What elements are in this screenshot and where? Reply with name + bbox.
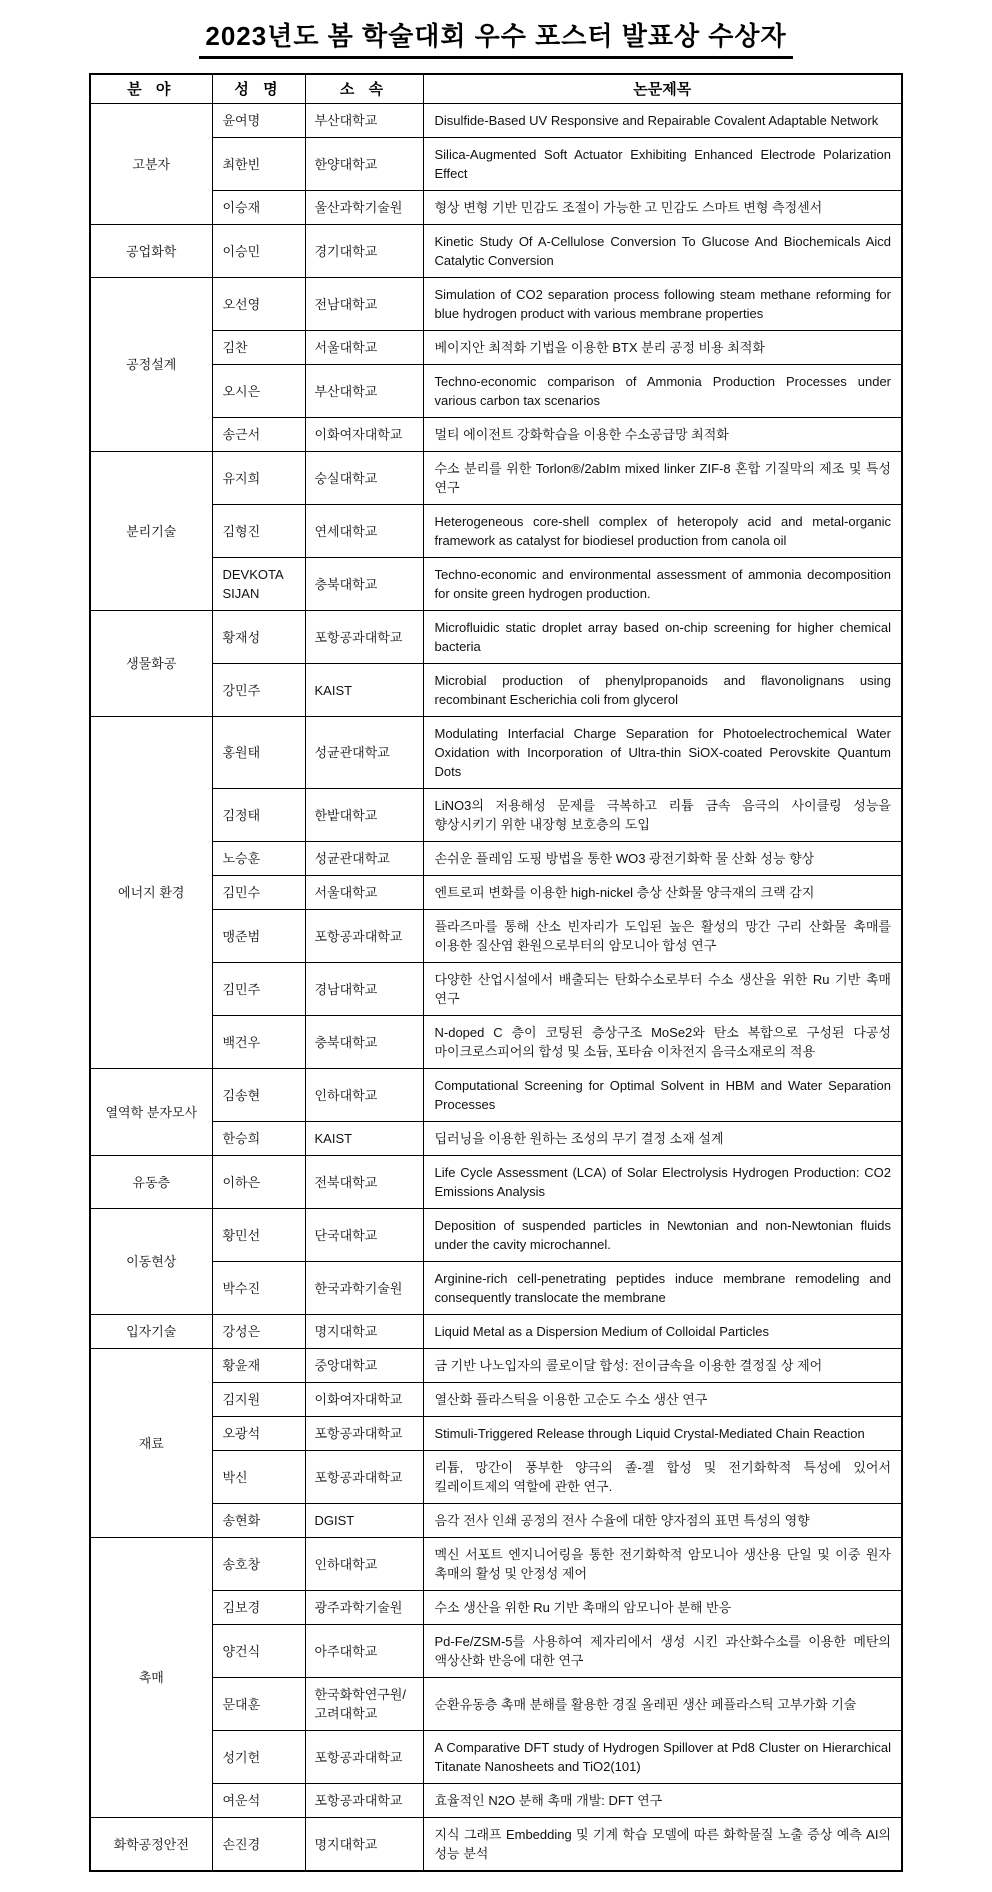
name-cell: 오광석 [212,1417,305,1451]
paper-title-cell: 형상 변형 기반 민감도 조절이 가능한 고 민감도 스마트 변형 측정센서 [423,191,902,225]
name-cell: 김민수 [212,876,305,910]
affiliation-cell: 경남대학교 [305,963,423,1016]
name-cell: 김민주 [212,963,305,1016]
affiliation-cell: 전북대학교 [305,1156,423,1209]
column-header-paper-title: 논문제목 [423,74,902,104]
category-cell: 입자기술 [90,1315,212,1349]
name-cell: 이승민 [212,225,305,278]
name-cell: 오시은 [212,365,305,418]
category-cell: 이동현상 [90,1209,212,1315]
table-row [90,611,902,664]
paper-title-cell: Disulfide-Based UV Responsive and Repairable Covalent Adaptable Network [423,104,902,138]
header-row [90,74,902,104]
affiliation-cell: 한국화학연구원/고려대학교 [305,1678,423,1731]
affiliation-cell: 부산대학교 [305,104,423,138]
table-row [90,1156,902,1209]
paper-title-cell: 수소 생산을 위한 Ru 기반 촉매의 암모니아 분해 반응 [423,1591,902,1625]
paper-title-cell: Modulating Interfacial Charge Separation for Photoelectrochemical Water Oxidation with Incorporation of Ultra-thin SiOX-coated Perovskite Quantum Dots [423,717,902,789]
table-row [90,1209,902,1262]
affiliation-cell: 전남대학교 [305,278,423,331]
paper-title-cell: A Comparative DFT study of Hydrogen Spillover at Pd8 Cluster on Hierarchical Titanate Nanosheets and TiO2(101) [423,1731,902,1784]
affiliation-cell: 인하대학교 [305,1069,423,1122]
name-cell: 박수진 [212,1262,305,1315]
paper-title-cell: 순환유동층 촉매 분해를 활용한 경질 올레핀 생산 페플라스틱 고부가화 기술 [423,1678,902,1731]
name-cell: 김지원 [212,1383,305,1417]
category-cell: 화학공정안전 [90,1818,212,1872]
table-row [90,1678,902,1731]
paper-title-cell: 멀티 에이전트 강화학습을 이용한 수소공급망 최적화 [423,418,902,452]
affiliation-cell: 서울대학교 [305,331,423,365]
table-row [90,1262,902,1315]
paper-title-cell: Techno-economic comparison of Ammonia Production Processes under various carbon tax scenarios [423,365,902,418]
table-row [90,365,902,418]
paper-title-cell: Microfluidic static droplet array based on-chip screening for higher chemical bacteria [423,611,902,664]
table-row [90,331,902,365]
category-cell: 에너지 환경 [90,717,212,1069]
name-cell: 박신 [212,1451,305,1504]
name-cell: 백건우 [212,1016,305,1069]
paper-title-cell: 수소 분리를 위한 Torlon®/2abIm mixed linker ZIF-8 혼합 기질막의 제조 및 특성 연구 [423,452,902,505]
name-cell: 한승희 [212,1122,305,1156]
name-cell: 오선영 [212,278,305,331]
table-row [90,1451,902,1504]
affiliation-cell: 명지대학교 [305,1818,423,1872]
table-row [90,1016,902,1069]
table-row [90,1784,902,1818]
paper-title-cell: 다양한 산업시설에서 배출되는 탄화수소로부터 수소 생산을 위한 Ru 기반 촉매 연구 [423,963,902,1016]
table-row [90,842,902,876]
column-header-category: 분 야 [90,74,212,104]
affiliation-cell: 한국과학기술원 [305,1262,423,1315]
name-cell: 윤여명 [212,104,305,138]
affiliation-cell: 포항공과대학교 [305,1784,423,1818]
affiliation-cell: 이화여자대학교 [305,418,423,452]
name-cell: 최한빈 [212,138,305,191]
affiliation-cell: 이화여자대학교 [305,1383,423,1417]
affiliation-cell: 서울대학교 [305,876,423,910]
affiliation-cell: KAIST [305,664,423,717]
name-cell: 양건식 [212,1625,305,1678]
category-cell: 공업화학 [90,225,212,278]
name-cell: 이하은 [212,1156,305,1209]
affiliation-cell: 중앙대학교 [305,1349,423,1383]
table-row [90,910,902,963]
name-cell: 맹준범 [212,910,305,963]
table-row [90,1818,902,1872]
paper-title-cell: Liquid Metal as a Dispersion Medium of Colloidal Particles [423,1315,902,1349]
paper-title-cell: Microbial production of phenylpropanoids and flavonolignans using recombinant Escherichia coli from glycerol [423,664,902,717]
affiliation-cell: 충북대학교 [305,1016,423,1069]
name-cell: 송근서 [212,418,305,452]
affiliation-cell: 단국대학교 [305,1209,423,1262]
table-row [90,1383,902,1417]
name-cell: 김보경 [212,1591,305,1625]
paper-title-cell: Kinetic Study Of A-Cellulose Conversion To Glucose And Biochemicals Aicd Catalytic Conversion [423,225,902,278]
category-cell: 고분자 [90,104,212,225]
table-row [90,1349,902,1383]
name-cell: 황민선 [212,1209,305,1262]
category-cell: 생물화공 [90,611,212,717]
paper-title-cell: 딥러닝을 이용한 원하는 조성의 무기 결정 소재 설계 [423,1122,902,1156]
table-row [90,664,902,717]
name-cell: 이승재 [212,191,305,225]
affiliation-cell: 포항공과대학교 [305,1731,423,1784]
paper-title-cell: 지식 그래프 Embedding 및 기계 학습 모델에 따른 화학물질 노출 증상 예측 AI의 성능 분석 [423,1818,902,1872]
category-cell: 열역학 분자모사 [90,1069,212,1156]
table-row [90,1315,902,1349]
name-cell: 성기헌 [212,1731,305,1784]
paper-title-cell: 멕신 서포트 엔지니어링을 통한 전기화학적 암모니아 생산용 단일 및 이중 원자 촉매의 활성 및 안정성 제어 [423,1538,902,1591]
paper-title-cell: Arginine-rich cell-penetrating peptides induce membrane remodeling and consequently translocate the membrane [423,1262,902,1315]
paper-title-cell: 엔트로피 변화를 이용한 high-nickel 층상 산화물 양극재의 크랙 감지 [423,876,902,910]
table-row [90,1731,902,1784]
name-cell: 송호창 [212,1538,305,1591]
name-cell: 유지희 [212,452,305,505]
paper-title-cell: N-doped C 층이 코팅된 층상구조 MoSe2와 탄소 복합으로 구성된 다공성 마이크로스피어의 합성 및 소듐, 포타슘 이차전지 음극소재로의 적용 [423,1016,902,1069]
table-row [90,1504,902,1538]
name-cell: 손진경 [212,1818,305,1872]
table-row [90,452,902,505]
affiliation-cell: 인하대학교 [305,1538,423,1591]
affiliation-cell: 포항공과대학교 [305,611,423,664]
awards-table-body [90,104,902,1872]
table-row [90,1591,902,1625]
paper-title-cell: Computational Screening for Optimal Solvent in HBM and Water Separation Processes [423,1069,902,1122]
name-cell: 홍원태 [212,717,305,789]
name-cell: 송현화 [212,1504,305,1538]
affiliation-cell: 명지대학교 [305,1315,423,1349]
table-row [90,1417,902,1451]
paper-title-cell: 효율적인 N2O 분해 촉매 개발: DFT 연구 [423,1784,902,1818]
affiliation-cell: 경기대학교 [305,225,423,278]
paper-title-cell: 음각 전사 인쇄 공정의 전사 수율에 대한 양자점의 표면 특성의 영향 [423,1504,902,1538]
column-header-affiliation: 소 속 [305,74,423,104]
paper-title-cell: Techno-economic and environmental assessment of ammonia decomposition for onsite green hydrogen production. [423,558,902,611]
affiliation-cell: 성균관대학교 [305,842,423,876]
table-row [90,1122,902,1156]
paper-title-cell: Deposition of suspended particles in Newtonian and non-Newtonian fluids under the cavity microchannel. [423,1209,902,1262]
column-header-name: 성 명 [212,74,305,104]
page-title-text: 2023년도 봄 학술대회 우수 포스터 발표상 수상자 [199,16,792,59]
paper-title-cell: 금 기반 나노입자의 콜로이달 합성: 전이금속을 이용한 결정질 상 제어 [423,1349,902,1383]
affiliation-cell: 부산대학교 [305,365,423,418]
category-cell: 공정설계 [90,278,212,452]
table-row [90,191,902,225]
category-cell: 유동층 [90,1156,212,1209]
name-cell: 강성은 [212,1315,305,1349]
affiliation-cell: 한양대학교 [305,138,423,191]
name-cell: 여운석 [212,1784,305,1818]
affiliation-cell: 울산과학기술원 [305,191,423,225]
affiliation-cell: 포항공과대학교 [305,1417,423,1451]
affiliation-cell: 한밭대학교 [305,789,423,842]
name-cell: 노승훈 [212,842,305,876]
paper-title-cell: Stimuli-Triggered Release through Liquid Crystal-Mediated Chain Reaction [423,1417,902,1451]
name-cell: 강민주 [212,664,305,717]
table-row [90,418,902,452]
name-cell: 김송현 [212,1069,305,1122]
affiliation-cell: 아주대학교 [305,1625,423,1678]
affiliation-cell: 연세대학교 [305,505,423,558]
paper-title-cell: 리튬, 망간이 풍부한 양극의 졸-겔 합성 및 전기화학적 특성에 있어서 킬레이트제의 역할에 관한 연구. [423,1451,902,1504]
category-cell: 재료 [90,1349,212,1538]
table-row [90,1538,902,1591]
affiliation-cell: KAIST [305,1122,423,1156]
name-cell: 문대훈 [212,1678,305,1731]
paper-title-cell: Simulation of CO2 separation process following steam methane reforming for blue hydrogen product with various membrane properties [423,278,902,331]
affiliation-cell: 광주과학기술원 [305,1591,423,1625]
affiliation-cell: 성균관대학교 [305,717,423,789]
category-cell: 분리기술 [90,452,212,611]
table-row [90,278,902,331]
table-row [90,876,902,910]
affiliation-cell: 포항공과대학교 [305,1451,423,1504]
paper-title-cell: Silica-Augmented Soft Actuator Exhibiting Enhanced Electrode Polarization Effect [423,138,902,191]
paper-title-cell: 열산화 플라스틱을 이용한 고순도 수소 생산 연구 [423,1383,902,1417]
paper-title-cell: 플라즈마를 통해 산소 빈자리가 도입된 높은 활성의 망간 구리 산화물 촉매를 이용한 질산염 환원으로부터의 암모니아 합성 연구 [423,910,902,963]
paper-title-cell: Pd-Fe/ZSM-5를 사용하여 제자리에서 생성 시킨 과산화수소를 이용한 메탄의 액상산화 반응에 대한 연구 [423,1625,902,1678]
awards-table [89,73,903,1872]
affiliation-cell: 충북대학교 [305,558,423,611]
table-row [90,717,902,789]
table-row [90,138,902,191]
affiliation-cell: DGIST [305,1504,423,1538]
paper-title-cell: Life Cycle Assessment (LCA) of Solar Electrolysis Hydrogen Production: CO2 Emissions Analysis [423,1156,902,1209]
table-row [90,505,902,558]
page-title [0,16,992,59]
paper-title-cell: 베이지안 최적화 기법을 이용한 BTX 분리 공정 비용 최적화 [423,331,902,365]
name-cell: DEVKOTA SIJAN [212,558,305,611]
name-cell: 황윤재 [212,1349,305,1383]
name-cell: 김정태 [212,789,305,842]
name-cell: 황재성 [212,611,305,664]
awards-table-header [90,74,902,104]
paper-title-cell: 손쉬운 플레임 도핑 방법을 통한 WO3 광전기화학 물 산화 성능 향상 [423,842,902,876]
affiliation-cell: 포항공과대학교 [305,910,423,963]
paper-title-cell: LiNO3의 저용해성 문제를 극복하고 리튬 금속 음극의 사이클링 성능을 향상시키기 위한 내장형 보호층의 도입 [423,789,902,842]
table-row [90,225,902,278]
table-row [90,1625,902,1678]
category-cell: 촉매 [90,1538,212,1818]
table-row [90,104,902,138]
paper-title-cell: Heterogeneous core-shell complex of heteropoly acid and metal-organic framework as catalyst for biodiesel production from canola oil [423,505,902,558]
name-cell: 김찬 [212,331,305,365]
table-row [90,789,902,842]
table-row [90,558,902,611]
table-row [90,963,902,1016]
affiliation-cell: 숭실대학교 [305,452,423,505]
table-row [90,1069,902,1122]
name-cell: 김형진 [212,505,305,558]
